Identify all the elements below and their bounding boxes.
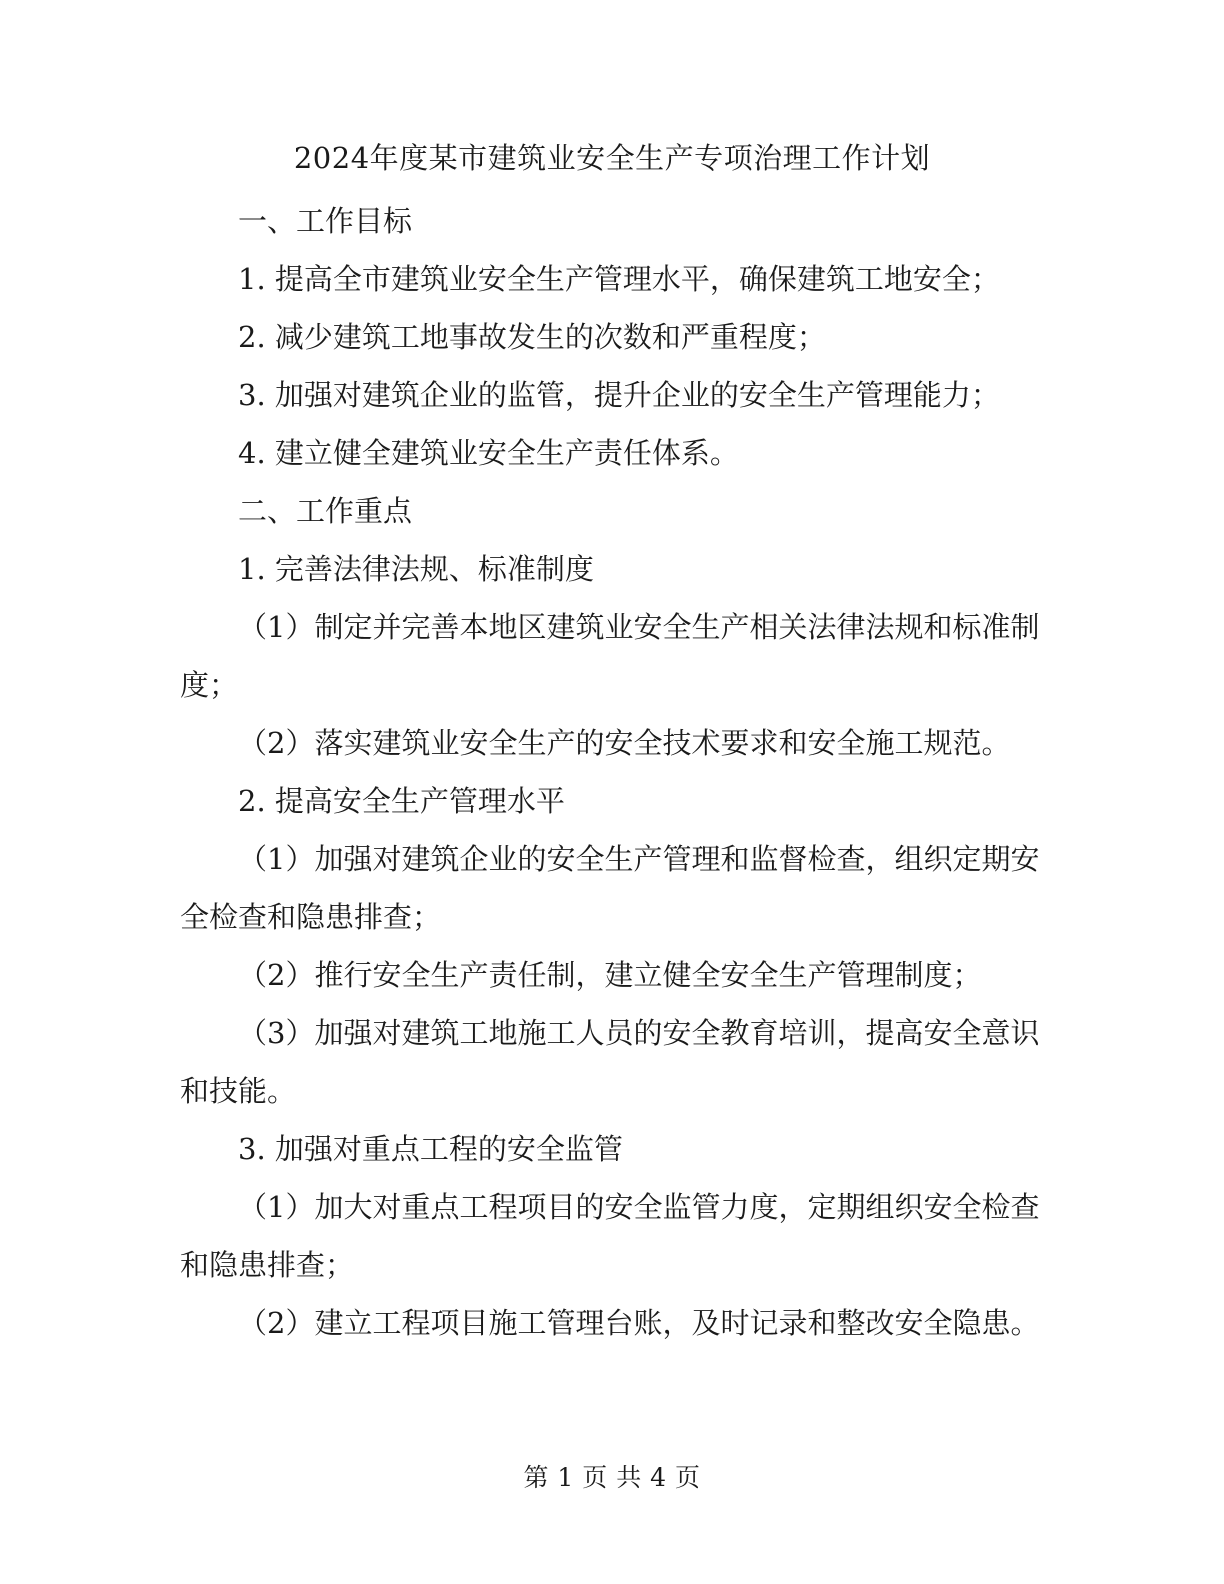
focus-item-2-sub-3: （3）加强对建筑工地施工人员的安全教育培训，提高安全意识和技能。: [180, 1016, 1040, 1108]
goal-item-3: 3. 加强对建筑企业的监管，提升企业的安全生产管理能力；: [238, 378, 1000, 412]
focus-item-3-sub-2: （2）建立工程项目施工管理台账，及时记录和整改安全隐患。: [238, 1306, 1040, 1340]
focus-item-1-sub-2: （2）落实建筑业安全生产的安全技术要求和安全施工规范。: [238, 726, 1011, 760]
section-heading-goals: 一、工作目标: [238, 204, 413, 238]
focus-item-2: 2. 提高安全生产管理水平: [238, 784, 565, 818]
document-title: 2024年度某市建筑业安全生产专项治理工作计划: [293, 141, 931, 175]
goal-item-4: 4. 建立健全建筑业安全生产责任体系。: [238, 436, 739, 470]
section-heading-focus: 二、工作重点: [238, 494, 413, 528]
focus-item-3-sub-1: （1）加大对重点工程项目的安全监管力度，定期组织安全检查和隐患排查；: [180, 1190, 1040, 1282]
focus-item-1-sub-1: （1）制定并完善本地区建筑业安全生产相关法律法规和标准制度；: [180, 610, 1040, 702]
focus-item-2-sub-2: （2）推行安全生产责任制，建立健全安全生产管理制度；: [238, 958, 982, 992]
page-number-footer: 第 1 页 共 4 页: [523, 1463, 701, 1492]
focus-item-2-sub-1: （1）加强对建筑企业的安全生产管理和监督检查，组织定期安全检查和隐患排查；: [180, 842, 1040, 934]
focus-item-3: 3. 加强对重点工程的安全监管: [238, 1132, 623, 1166]
goal-item-1: 1. 提高全市建筑业安全生产管理水平，确保建筑工地安全；: [238, 262, 1000, 296]
goal-item-2: 2. 减少建筑工地事故发生的次数和严重程度；: [238, 320, 826, 354]
focus-item-1: 1. 完善法律法规、标准制度: [238, 552, 594, 586]
document-body: [180, 192, 1040, 1352]
